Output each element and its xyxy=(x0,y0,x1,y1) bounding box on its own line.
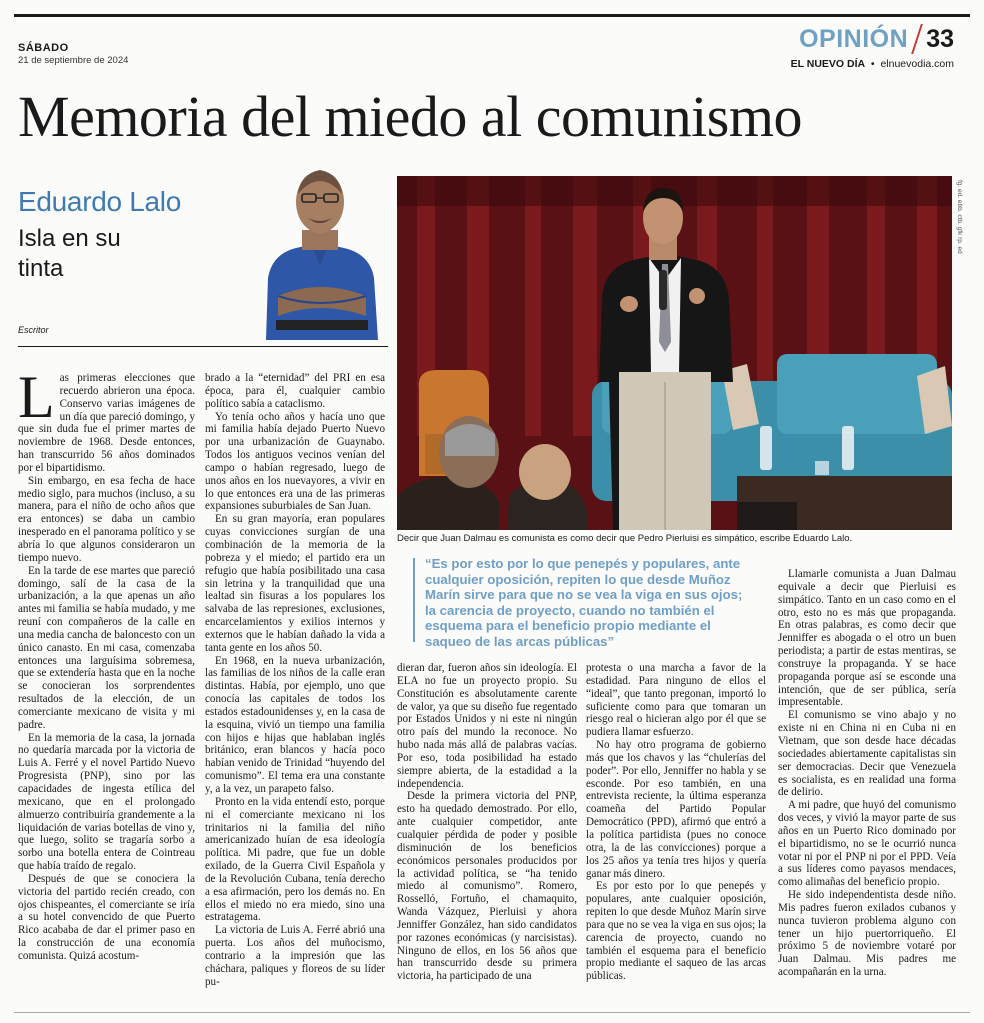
section-slash xyxy=(911,24,923,54)
body-column-4 xyxy=(586,662,766,983)
page-number: 33 xyxy=(926,24,954,53)
bottom-rule xyxy=(14,1012,970,1013)
dropcap: L xyxy=(18,364,55,430)
main-photo xyxy=(397,176,952,530)
photo-credit: fg. ed. ebb. ctb. gfk rp. ed xyxy=(956,180,963,254)
body-paragraph: La victoria de Luis A. Ferré abrió una puerta. Los años del muñocismo, contrario a la impresión que las cháchara, paliques y floreos de su líder pu- xyxy=(205,924,385,988)
body-paragraph: brado a la “eternidad” del PRI en esa época, para él, cualquier cambio político sabía a cataclismo. xyxy=(205,372,385,410)
body-paragraph: En la memoria de la casa, la jornada no quedaría marcada por la victoria de Luis A. Ferré y el novel Partido Nuevo Progresista (PNP), sino por las capacidades de ingesta etílica del mexicano, que en el prolongado almuerzo contribuiría grandemente a la liquidación de varias botellas de vino y, que luego, solito se tragaría sorbo a sorbo una botella entera de Cointreau que había traído de regalo. xyxy=(18,731,195,873)
paper-site: elnuevodia.com xyxy=(880,58,954,70)
body-paragraph: Yo tenía ocho años y hacía uno que mi familia había dejado Puerto Nuevo por una urbanización de Guaynabo. Todos los antiguos vecinos venían del campo o habían regresado, luego de unos años en los nuevayores, a vivir en lo que entonces era una de las primeras expansiones suburbiales de San Juan. xyxy=(205,410,385,513)
pull-quote: “Es por esto por lo que penepés y populares, ante cualquier oposición, repiten lo que desde Muñoz Marín sirve para que no se vea la viga en sus ojos; la carencia de proyecto, cuando no también el esquema para el beneficio propio mediante el saqueo de las arcas públicas” xyxy=(425,556,743,649)
body-paragraph: El comunismo se vino abajo y no existe ni en China ni en Cuba ni en Vietnam, que son desde hace décadas sociedades abiertamente capitalistas sin ser democracias. Decir que Venezuela es socialista, es en realidad una forma de delirio. xyxy=(778,709,956,799)
body-paragraph: dieran dar, fueron años sin ideología. El ELA no fue un proyecto propio. Su Constitución es absolutamente carente de valor, ya que su diseño fue regentado por Estados Unidos y ni este ni ningún otro país del mundo la reconoce. No hubo nada más allá de palabras vacías. Por eso, toda posibilidad ha estado siempre abierta, de la estadidad a la independencia. xyxy=(397,662,577,790)
body-paragraph: A mi padre, que huyó del comunismo dos veces, y vivió la mayor parte de sus años en un Puerto Rico dominado por el bipartidismo, no se le ocurrió nunca votar ni por el PNP ni por el PPD. Veía a sus líderes como payasos mendaces, como alimañas del beneficio propio. xyxy=(778,799,956,889)
bullet-separator: • xyxy=(868,58,878,70)
body-column-3 xyxy=(397,662,577,983)
photo-caption: Decir que Juan Dalmau es comunista es como decir que Pedro Pierluisi es simpático, escribe Eduardo Lalo. xyxy=(397,533,853,544)
issue-day: SÁBADO xyxy=(18,42,69,54)
issue-date: 21 de septiembre de 2024 xyxy=(18,55,129,66)
body-paragraph: En la tarde de ese martes que pareció domingo, salí de la casa de la urbanización, a la que apenas un año antes mi familia se había mudado, y me reuní con compañeros de la calle en una media cancha de baloncesto con un único canasto. En mi casa, comenzaba entonces una larguísima sobremesa, que se extendería hasta que en la noche se conocieran los sorprendentes resultados de la elección, de un comerciante mexicano de visita y mi padre. xyxy=(18,564,195,731)
paper-line xyxy=(791,58,954,70)
body-paragraph: Sin embargo, en esa fecha de hace medio siglo, para muchos (incluso, a su manera, para el niño de ocho años que era entonces) se daba un cambio inesperado en el panorama político y se abría lo que algunos consideraron un tiempo nuevo. xyxy=(18,474,195,564)
body-paragraph: En su gran mayoría, eran populares cuyas convicciones surgían de una combinación de la memoria de la pobreza y el miedo; el partido era un refugio que había posibilitado una casa sin letrina y la tranquilidad que una lealtad sin fisuras a los populares los salvaba de las represiones, exclusiones, encarcelamientos y exilios internos y externos que le habían dañado la vida a tanta gente en los años 50. xyxy=(205,513,385,654)
body-paragraph: protesta o una marcha a favor de la estadidad. Para ninguno de ellos el “ideal”, que tanto pregonan, importó lo suficiente como para que tomaran un riesgo real o hicieran algo por él que se pudiera llamar esfuerzo. xyxy=(586,662,766,739)
paper-name: EL NUEVO DÍA xyxy=(790,58,866,70)
body-column-2 xyxy=(205,372,385,989)
section-name: OPINIÓN xyxy=(799,24,909,53)
author-role: Escritor xyxy=(18,325,49,335)
left-rule xyxy=(18,346,388,347)
body-paragraph: Después de que se conociera la victoria del partido recién creado, con ojos chispeantes, el comerciante se iría a su hotel convencido de que Puerto Rico acababa de dar el primer paso en la construcción de una economía comunista. Quizá acostum- xyxy=(18,872,195,962)
pull-quote-bar xyxy=(413,558,415,642)
body-column-1 xyxy=(18,364,195,963)
body-paragraph: No hay otro programa de gobierno más que los chavos y las “chulerías del poder”. Por ello, Jenniffer no habla y se esconde. Por eso también, en una entrevista reciente, la última esperanza coameña del Partido Popular Democrático (PPD), afirmó que entró a la política partidista (pues no conoce otra, la de las convicciones) porque a los 25 años ya tenía tres hijos y quería ganar más dinero. xyxy=(586,739,766,880)
masthead xyxy=(791,24,954,70)
body-paragraph: Es por esto por lo que penepés y populares, ante cualquier oposición, repiten lo que desde Muñoz Marín sirve para que no se vea la viga en sus ojos; la carencia de proyecto, cuando no también el esquema para el beneficio propio mediante el saqueo de las arcas públicas. xyxy=(586,880,766,983)
body-paragraph xyxy=(18,364,195,475)
section-header xyxy=(791,24,954,54)
headline: Memoria del miedo al comunismo xyxy=(18,84,802,149)
body-paragraph: Desde la primera victoria del PNP, esto ha quedado demostrado. Por ello, ante cualquier competidor, ante cualquier pérdida de poder y posible disminución de los beneficios económicos personales producidos por la actividad política, se “ha tenido miedo al comunismo”. Romero, Rosselló, Fortuño, el chamaquito, Wanda Vázquez, Pierluisi y ahora Jenniffer González, han sido candidatos por razones económicas (y narcisistas). Ninguno de ellos, en los 56 años que han transcurrido desde su primera victoria, ha participado de una xyxy=(397,790,577,983)
paragraph-text: as primeras elecciones que recuerdo abrieron una época. Conservo varias imágenes de un día que pareció domingo, y que sin duda fue el primer martes de noviembre de 1968. Desde entonces, han transcurrido 56 años dominados por el bipartidismo. xyxy=(18,372,195,474)
body-column-5 xyxy=(778,568,956,979)
body-paragraph: En 1968, en la nueva urbanización, las familias de los niños de la calle eran distintas. Había, por ejemplo, uno que conocía las capitales de todos los estados estadounidenses y, en la casa de la esquina, vivió un tiempo una familia con hijos e hijas que hablaban inglés británico, eran blancos y hacía poco habían venido de Trinidad “huyendo del comunismo”. El tema era una constante y, a la vez, un parapeto falso. xyxy=(205,654,385,795)
author-name: Eduardo Lalo xyxy=(18,186,181,217)
top-rule xyxy=(14,14,970,17)
column-name: Isla en su tinta xyxy=(18,225,121,282)
body-paragraph: Pronto en la vida entendí esto, porque ni el comerciante mexicano ni los trinitarios ni la familia del niño americanizado huían de esa ideología política. Mi padre, que fue un doble exilado, de la Guerra Civil Española y de la Revolución Cubana, tenía derecho a esa afirmación, pero los demás no. En ellos el miedo no era miedo, sino una estratagema. xyxy=(205,795,385,924)
body-paragraph: He sido independentista desde niño. Mis padres fueron exilados cubanos y nunca tuvieron problema alguno con tener un hijo puertorriqueño. El próximo 5 de noviembre votaré por Juan Dalmau. Mis padres me acompañarán en la urna. xyxy=(778,889,956,979)
author-block xyxy=(18,186,181,284)
author-portrait xyxy=(254,150,386,344)
date-block xyxy=(18,42,128,66)
body-paragraph: Llamarle comunista a Juan Dalmau equivale a decir que Pierluisi es simpático. Tanto en un caso como en el otro, esto no es más que propaganda. En otras palabras, es como decir que Jenniffer es abogada o el otro un buen periodista; a partir de estas mentiras, se construye la propaganda. Y se hace propaganda porque así se esconde una intención, que de ser pública, sería impresentable. xyxy=(778,568,956,709)
